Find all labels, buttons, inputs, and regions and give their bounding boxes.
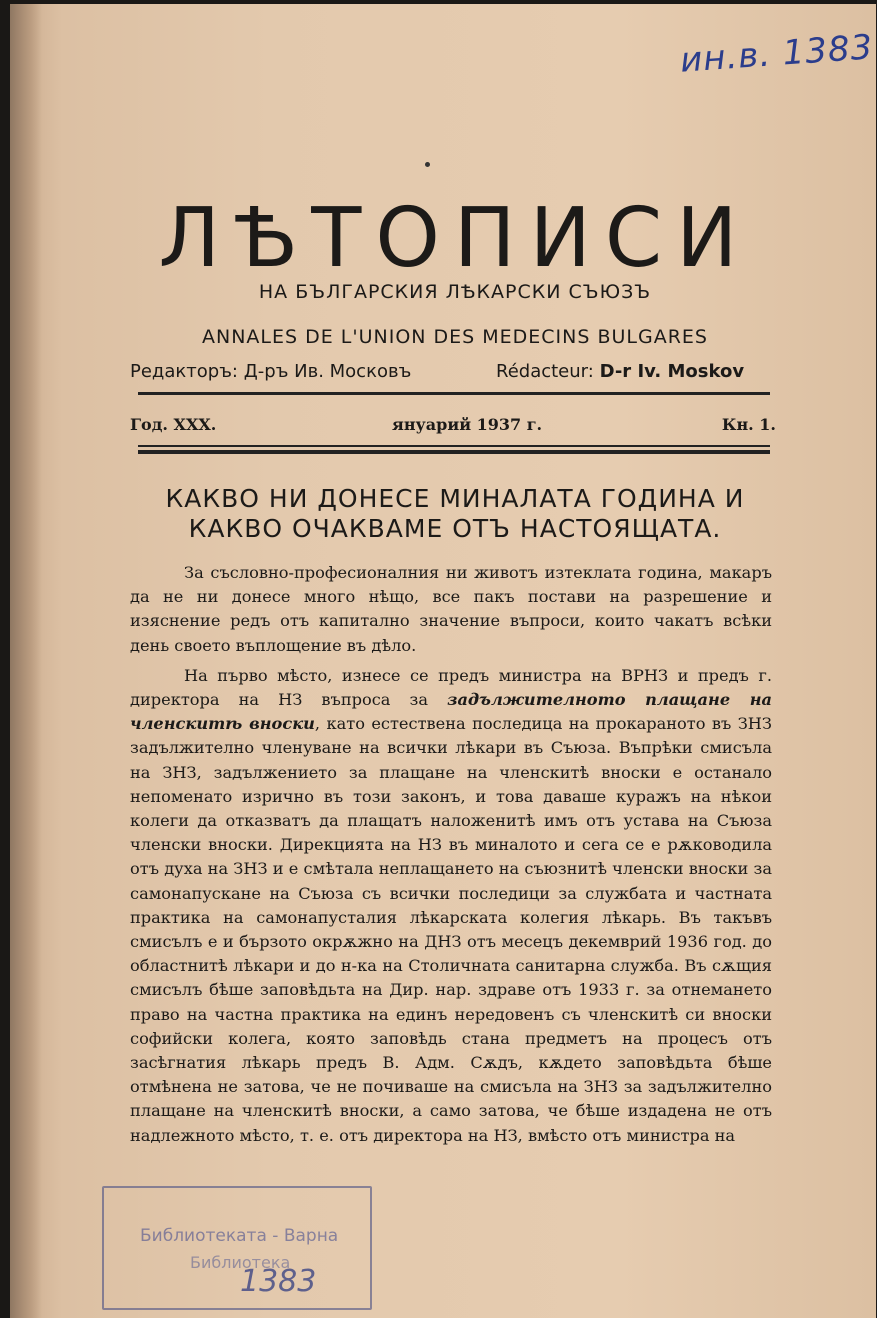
paragraph-2-rest: , като естествена последица на прокараното въ ЗНЗ задължително членуване на всички лѣкари въ Съюза. Въпрѣки смисъла на ЗНЗ, задължението за плащане на членскитѣ вноски е останало непоменато изрично въ този законъ, и това даваше куражъ на нѣкои колеги да отказватъ да плащатъ наложенитѣ имъ отъ устава на Съюза членски вноски. Дирекцията на НЗ въ миналото и сега се е рѫководила отъ духа на ЗНЗ и е смѣтала неплащането на съюзнитѣ членски вноски за самонапускане на Съюза съ всички последици за службата и частната практика на самонапусталия лѣкарската колегия лѣкарь. Въ такъвъ смисълъ е и бързото окрѫжно на ДНЗ отъ месецъ декемврий 1936 год. до областнитѣ лѣкари и до н-ка на Столичната санитарна служба. Въ сѫщия смисълъ бѣше заповѣдьта на Дир. нар. здраве отъ 1933 г. за отнемането право на частна практика на единъ нередовенъ съ членскитѣ си вноски софийски колега, която заповѣдь стана предметъ на процесъ отъ засѣгнатия лѣкарь предъ В. Адм. Сѫдъ, кѫдето заповѣдьта бѣше отмѣнена не затова, че не почиваше на смисъла на ЗНЗ за задължително плащане на членскитѣ вноски, а само затова, че бѣше издадена не отъ надлежното мѣсто, т. е. отъ директора на НЗ, вмѣсто отъ министра на xyxy=(130,714,772,1145)
editor-french xyxy=(496,361,744,382)
library-stamp-line-1: Библиотеката - Варна xyxy=(140,1226,339,1246)
journal-subtitle: НА БЪЛГАРСКИЯ ЛѢКАРСКИ СЪЮЗЪ xyxy=(258,281,652,303)
article-body xyxy=(130,561,772,1154)
journal-subtitle-french: ANNALES DE L'UNION DES MEDECINS BULGARES xyxy=(202,326,708,348)
issue-number: Кн. 1. xyxy=(721,415,776,434)
binding-spine xyxy=(10,4,42,1318)
issue-date: януарий 1937 г. xyxy=(392,415,543,434)
article-title-line-1: КАКВО НИ ДОНЕСЕ МИНАЛАТА ГОДИНА И xyxy=(165,484,745,513)
library-stamp xyxy=(102,1186,372,1310)
editor-bulgarian: Редакторъ: Д-ръ Ив. Московъ xyxy=(130,361,412,382)
editor-french-name: D-r Iv. Moskov xyxy=(599,361,745,382)
header-rule-bottom-2 xyxy=(138,450,770,454)
library-stamp-number: 1383 xyxy=(240,1264,317,1299)
paragraph-1: За съсловно-професионалния ни животъ изтеклата година, макаръ да не ни донесе много нѣщо, все пакъ постави на разрешение и изяснение редъ отъ капитално значение въпроси, които чакатъ всѣки день своето въплощение въ дѣло. xyxy=(130,563,772,655)
handwritten-inventory-note: ин.в. 1383 xyxy=(678,27,875,81)
article-title-line-2: КАКВО ОЧАКВАМЕ ОТЪ НАСТОЯЩАТА. xyxy=(188,514,722,543)
issue-year: Год. XXX. xyxy=(130,415,217,434)
header-rule-bottom-1 xyxy=(138,445,770,447)
journal-title: ЛѢТОПИСИ xyxy=(158,191,752,286)
paragraph-2 xyxy=(130,664,772,1148)
library-stamp-line-2: Библиотека xyxy=(190,1253,291,1272)
paragraph-2-emphasis: задължителното плащане на членскитѣ вноски xyxy=(130,690,772,734)
decorative-dot xyxy=(425,162,430,167)
document-page xyxy=(10,4,876,1318)
header-rule-top xyxy=(138,392,770,395)
article-title xyxy=(120,484,790,544)
editor-french-label: Rédacteur: xyxy=(496,361,594,382)
paragraph-2-start: На първо мѣсто, изнесе се предъ министра на ВРНЗ и предъ г. директора на НЗ въпроса за xyxy=(130,665,772,710)
